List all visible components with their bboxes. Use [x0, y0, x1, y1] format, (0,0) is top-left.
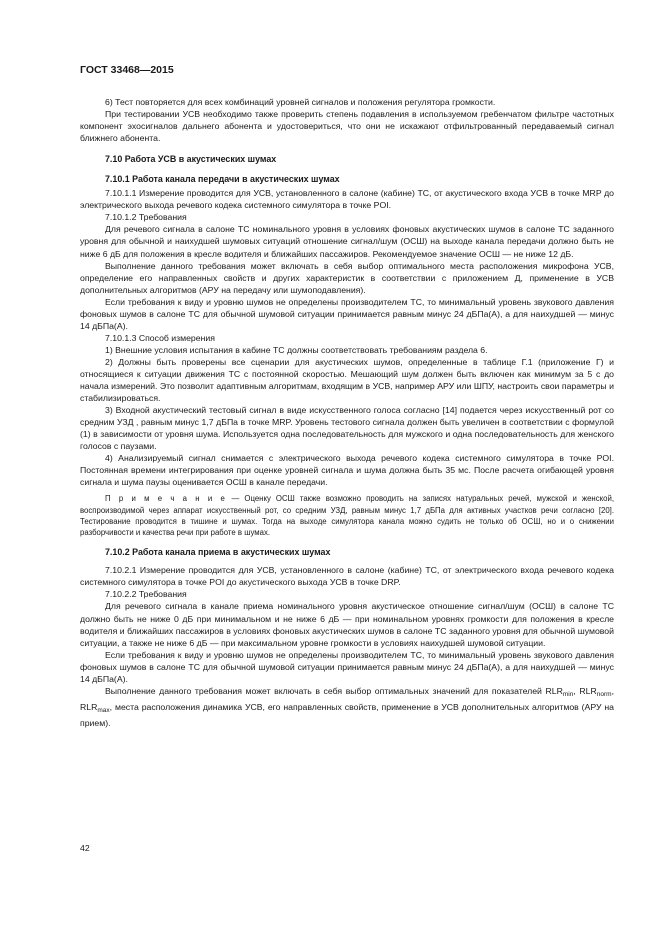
rlr-max-label: RLR	[80, 701, 98, 712]
paragraph-receive-requirement-1: Для речевого сигнала в канале приема номинального уровня акустическое отношение сигнал/шум (ОСШ) в салоне ТС должно быть не ниже 0 дБ при минимальном и не ниже 6 дБ — при номинальном уровнях громкости для положения в кресле водителя и ближайших пассажиров в условиях фоновых акустических шумов в салоне ТС заданного уровня для обычной шумовой ситуации, а также не ниже 6 дБ — при максимальном уровне громкости в условиях наихудшей шумовой ситуации.	[80, 601, 614, 648]
paragraph-7-10-1-3: 7.10.1.3 Способ измерения	[105, 332, 215, 343]
rlr-outro-text: , места расположения динамика УСВ, его направленных свойств, применение в УСВ дополнительных алгоритмов (АРУ на прием).	[80, 701, 614, 728]
rlr-intro-text: Выполнение данного требования может включать в себя выбор оптимальных значений для показателей	[105, 685, 546, 696]
paragraph-receive-requirement-3	[80, 685, 614, 729]
document-header-standard-id: ГОСТ 33468—2015	[80, 64, 174, 76]
rlr-min-label: RLR	[545, 685, 563, 696]
rlr-norm-subscript: norm	[596, 690, 612, 698]
paragraph-step-6: 6) Тест повторяется для всех комбинаций уровней сигналов и положения регулятора громкости.	[105, 97, 496, 107]
note-paragraph	[80, 493, 614, 538]
paragraph-7-10-1-2: 7.10.1.2 Требования	[105, 212, 187, 223]
paragraph-receive-requirement-2: Если требования к виду и уровню шумов не определены производителем ТС, то минимальный уровень звукового давления фоновых шумов в салоне ТС для обычной шумовой ситуации принимается равным минус 24 дБПа(А), а для наихудшей — минус 14 дБПа(А).	[80, 649, 614, 684]
note-label: П р и м е ч а н и е	[105, 494, 227, 504]
paragraph-7-10-2-2: 7.10.2.2 Требования	[105, 589, 187, 600]
paragraph-requirement-2: Выполнение данного требования может включать в себя выбор оптимального места расположения микрофона УСВ, определение его направленных свойств и других характеристик в соответствии с приложением Д, применение в УСВ дополнительных алгоритмов (АРУ на передачу или шумоподавления).	[80, 260, 614, 295]
rlr-norm-label: RLR	[579, 685, 597, 696]
separator-2: ,	[611, 685, 615, 696]
note-text: — Оценку ОСШ также возможно проводить на записях натуральных речей, мужской и женской, воспроизводимой через аппарат искусственный рот, со средним УЗД, равным минус 1,7 дБПа для активных участков речи согласно [20]. Тестирование проводится в тишине и шумах. Тогда на выходе симулятора канала можно судить не только об ОСШ, но и о снижении разборчивости и качества речи при работе в шумах.	[80, 494, 614, 538]
paragraph-requirement-3: Если требования к виду и уровню шумов не определены производителем ТС, то минимальный уровень звукового давления фоновых шумов в салоне ТС для обычной шумовой ситуации принимается равным минус 24 дБПа(А), а для наихудшей — минус 14 дБПа(А).	[80, 296, 614, 331]
rlr-min-subscript: min	[562, 690, 574, 698]
section-heading-7-10-1: 7.10.1 Работа канала передачи в акустических шумах	[105, 174, 340, 185]
section-heading-7-10-2: 7.10.2 Работа канала приема в акустических шумах	[105, 547, 331, 558]
rlr-max-subscript: max	[97, 706, 110, 714]
paragraph-method-4: 4) Анализируемый сигнал снимается с электрического выхода речевого кодека системного симулятора в точке POI. Постоянная времени интегрирования при оценке уровней сигнала и шума должна быть 35 мс. После расчета огибающей уровня сигнала и шума паузы оценивается ОСШ в канале передачи.	[80, 453, 614, 488]
paragraph-requirement-1: Для речевого сигнала в салоне ТС номинального уровня в условиях фоновых акустических шумов в салоне ТС заданного уровня для обычной и наихудшей шумовых ситуаций отношение сигнал/шум (ОСШ) на выходе канала передачи должно быть не ниже 6 дБ для положения в кресле водителя и ближайших пассажиров. Рекомендуемое значение ОСШ — не ниже 12 дБ.	[80, 224, 614, 259]
section-heading-7-10: 7.10 Работа УСВ в акустических шумах	[105, 154, 277, 165]
paragraph-comb-filter: При тестировании УСВ необходимо также проверить степень подавления в используемом гребенчатом фильтре частотных компонент эхосигналов дальнего абонента и удостовериться, что они не искажают отфильтрованный передаваемый сигнал ближнего абонента.	[80, 109, 614, 144]
paragraph-method-2: 2) Должны быть проверены все сценарии для акустических шумов, определенные в таблице Г.1 (приложение Г) и относящиеся к ситуации движения ТС с постоянной скоростью. Мешающий шум должен быть включен как минимум за 5 с до начала измерений. Это позволит адаптивным алгоритмам, входящим в УСВ, например АРУ или ШПУ, настроить свои параметры и стабилизироваться.	[80, 356, 614, 404]
document-page	[80, 64, 614, 729]
paragraph-method-1: 1) Внешние условия испытания в кабине ТС должны соответствовать требованиям раздела 6.	[105, 344, 488, 355]
separator-1: ,	[573, 685, 580, 696]
paragraph-7-10-2-1: 7.10.2.1 Измерение проводится для УСВ, установленного в салоне (кабине) ТС, от электрического входа речевого кодека системного симулятора в точке POI до акустического выхода УСВ в точке DRP.	[80, 565, 614, 588]
paragraph-7-10-1-1: 7.10.1.1 Измерение проводится для УСВ, установленного в салоне (кабине) ТС, от акустического входа УСВ в точке MRP до электрического выхода речевого кодека системного симулятора в точке POI.	[80, 188, 614, 211]
page-number: 42	[80, 843, 90, 853]
document-body	[80, 96, 614, 729]
paragraph-method-3: 3) Входной акустический тестовый сигнал в виде искусственного голоса согласно [14] подается через искусственный рот со средним УЗД , равным минус 1,7 дБПа в точке MRP. Уровень тестового сигнала должен быть увеличен в соответствии с формулой (1) в зависимости от уровня шума. Используется одна последовательность для мужского и одна последовательность для женского голосов с паузами.	[80, 405, 614, 452]
